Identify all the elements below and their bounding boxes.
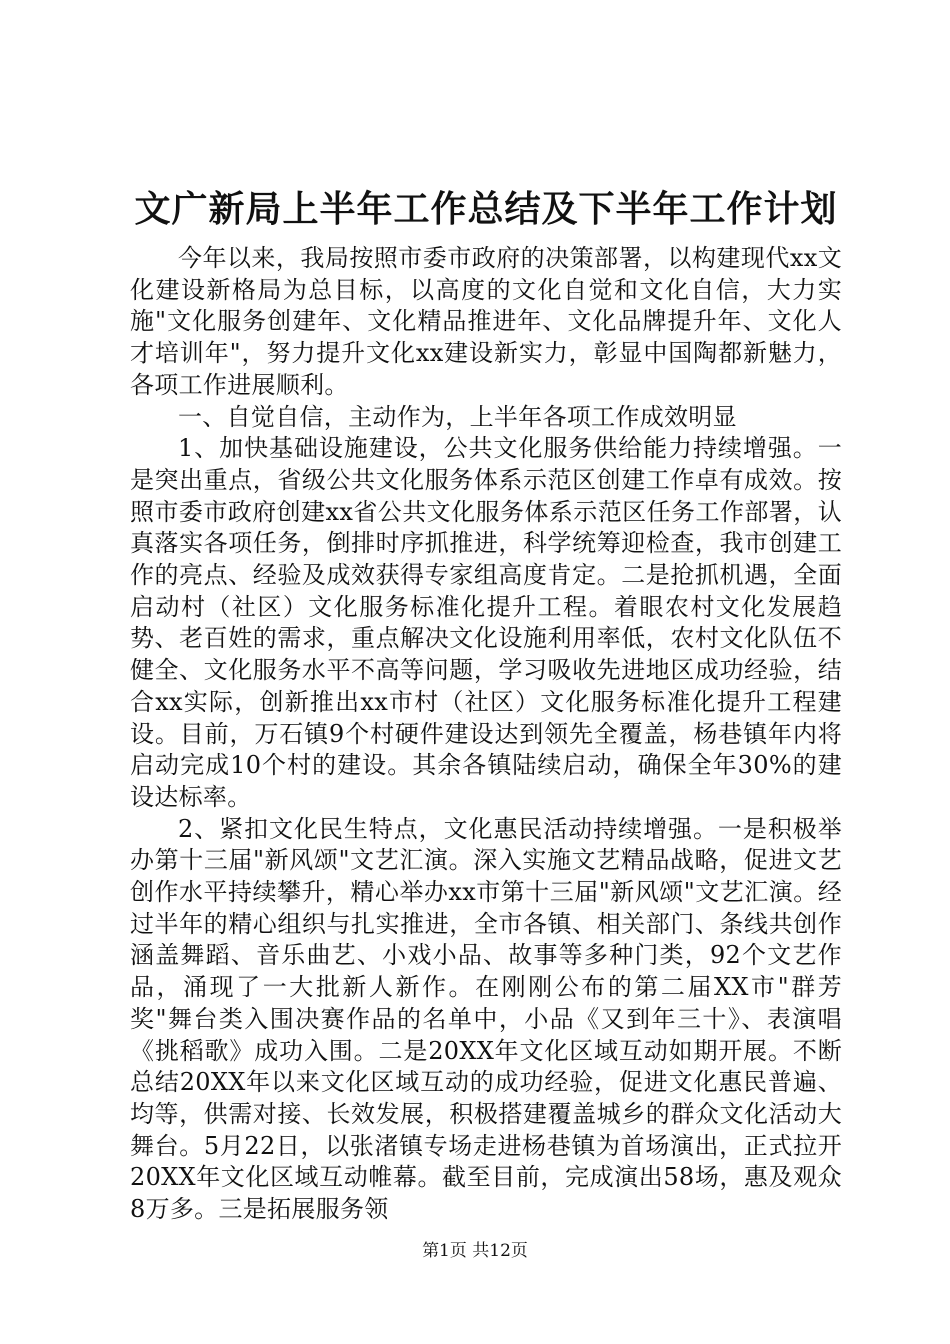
section-heading-1: 一、自觉自信，主动作为，上半年各项工作成效明显 bbox=[178, 402, 737, 431]
body-paragraph-1: 1、加快基础设施建设，公共文化服务供给能力持续增强。一是突出重点，省级公共文化服务体系示范区创建工作卓有成效。按照市委市政府创建xx省公共文化服务体系示范区任务工作部署，认真落实各项任务，倒排时序抓推进，科学统筹迎检查，我市创建工作的亮点、经验及成效获得专家组高度肯定。二是抢抓机遇，全面启动村（社区）文化服务标准化提升工程。着眼农村文化发展趋势、老百姓的需求，重点解决文化设施利用率低，农村文化队伍不健全、文化服务水平不高等问题，学习吸收先进地区成功经验，结合xx实际，创新推出xx市村（社区）文化服务标准化提升工程建设。目前，万石镇9个村硬件建设达到领先全覆盖，杨巷镇年内将启动完成10个村的建设。其余各镇陆续启动，确保全年30%的建设达标率。 bbox=[130, 434, 842, 811]
page-number-footer: 第1页 共12页 bbox=[422, 1241, 528, 1261]
body-paragraph-2: 2、紧扣文化民生特点，文化惠民活动持续增强。一是积极举办第十三届"新风颂"文艺汇演。深入实施文艺精品战略，促进文艺创作水平持续攀升，精心举办xx市第十三届"新风颂"文艺汇演。经过半年的精心组织与扎实推进，全市各镇、相关部门、条线共创作涵盖舞蹈、音乐曲艺、小戏小品、故事等多种门类，92个文艺作品，涌现了一大批新人新作。在刚刚公布的第二届XX市"群芳奖"舞台类入围决赛作品的名单中，小品《又到年三十》、表演唱《挑稻歌》成功入围。二是20XX年文化区域互动如期开展。不断总结20XX年以来文化区域互动的成功经验，促进文化惠民普遍、均等，供需对接、长效发展，积极搭建覆盖城乡的群众文化活动大舞台。5月22日，以张渚镇专场走进杨巷镇为首场演出，正式拉开20XX年文化区域互动帷幕。截至目前，完成演出58场，惠及观众8万多。三是拓展服务领 bbox=[130, 814, 842, 1224]
document-title: 文广新局上半年工作总结及下半年工作计划 bbox=[134, 188, 838, 230]
intro-paragraph: 今年以来，我局按照市委市政府的决策部署，以构建现代xx文化建设新格局为总目标，以高度的文化自觉和文化自信，大力实施"文化服务创建年、文化精品推进年、文化品牌提升年、文化人才培训年"，努力提升文化xx建设新实力，彰显中国陶都新魅力，各项工作进展顺利。 bbox=[130, 244, 842, 399]
document-page bbox=[130, 185, 842, 1226]
